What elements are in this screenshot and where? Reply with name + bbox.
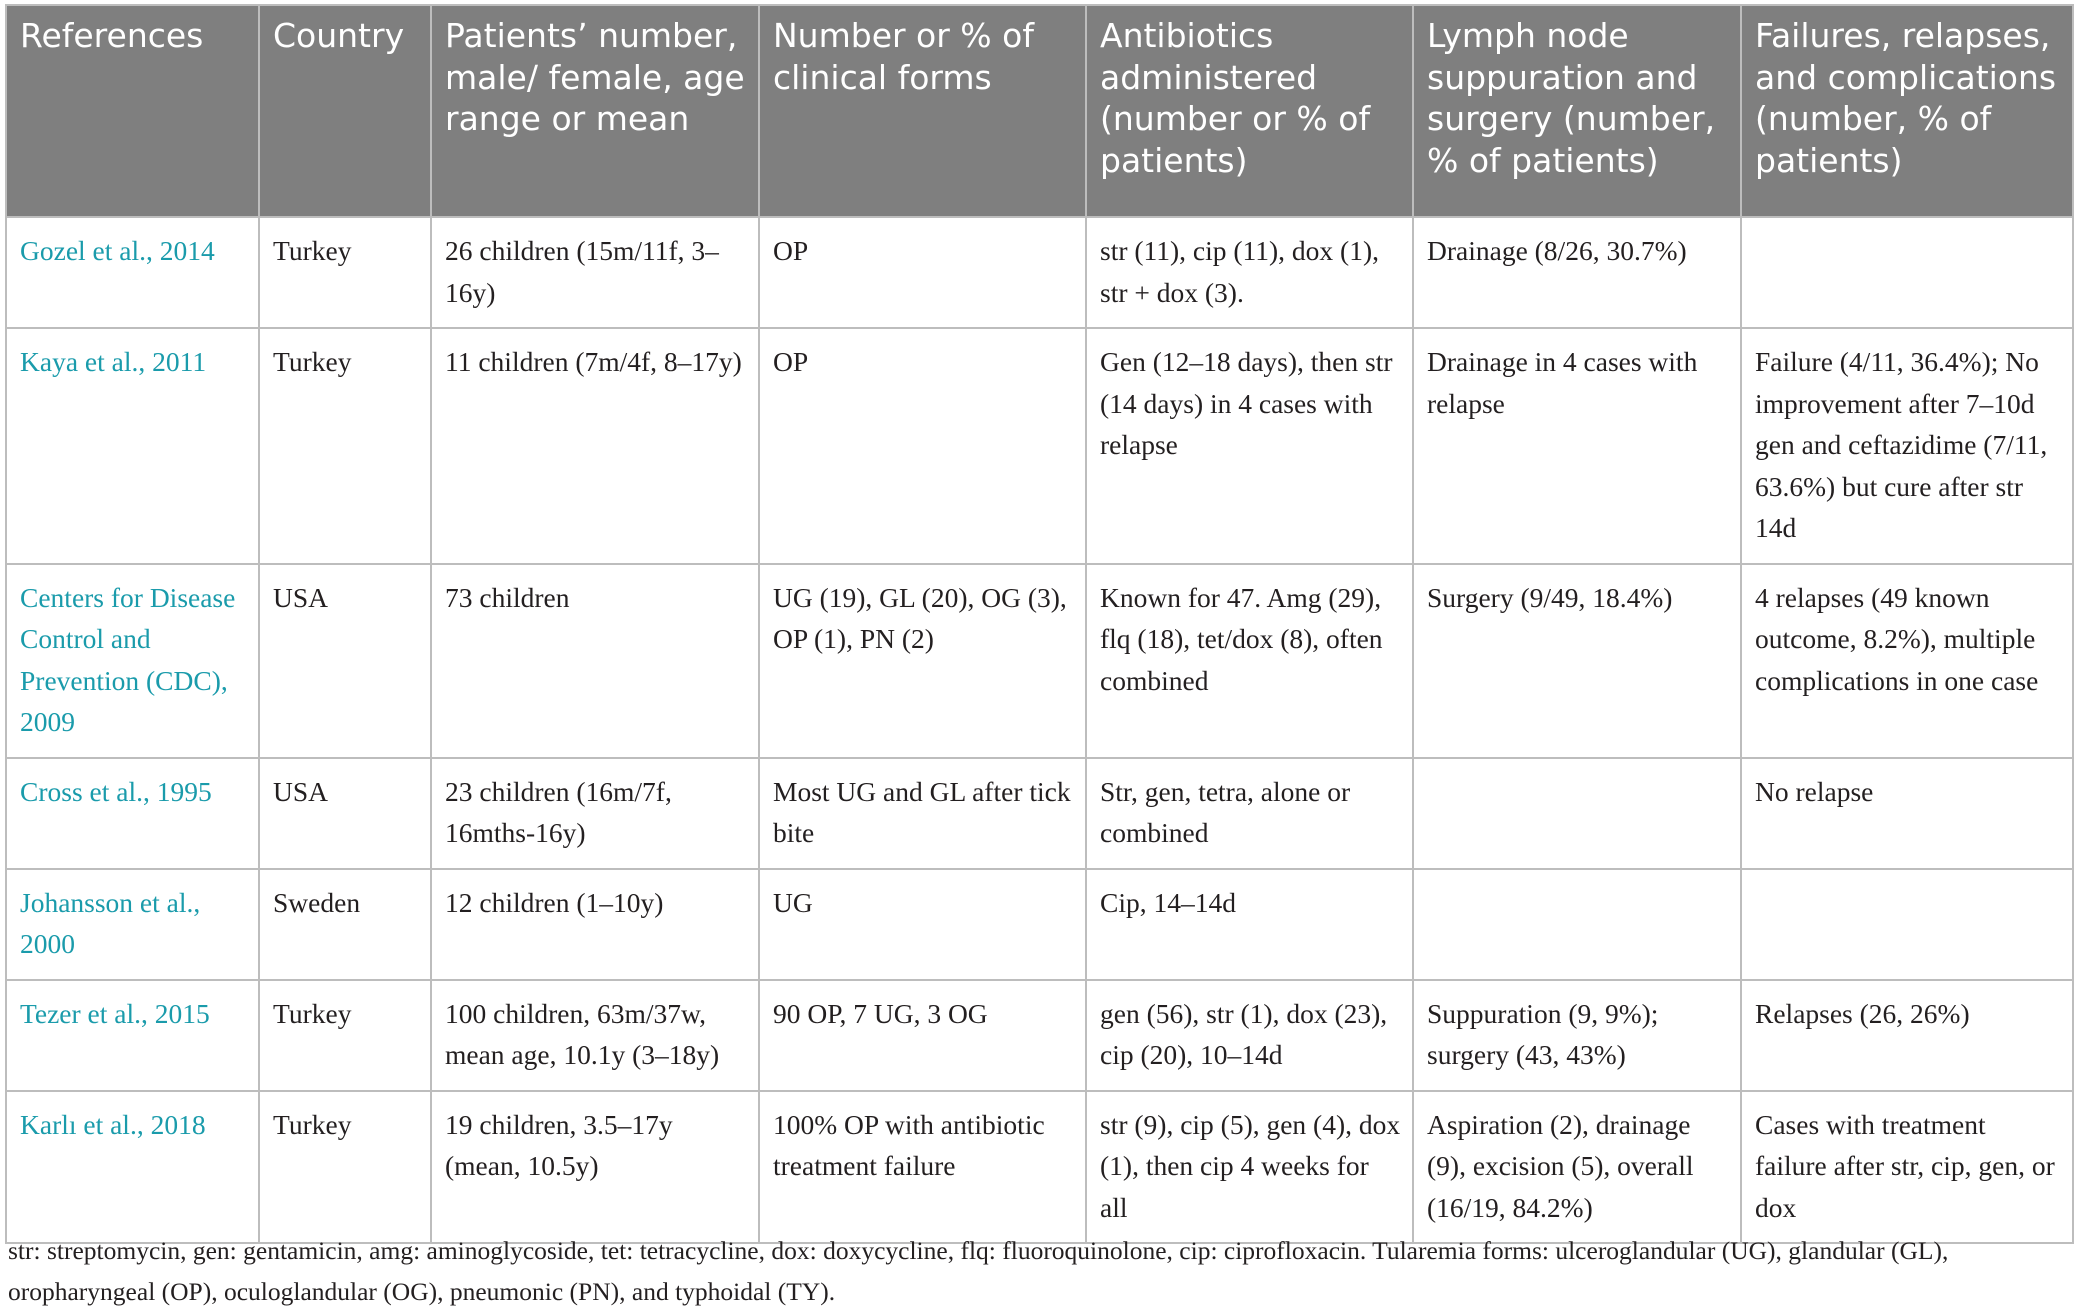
table-row [6, 328, 2073, 564]
cell-antibiotics: Str, gen, tetra, alone or combined [1086, 758, 1413, 869]
cell-forms: OP [759, 217, 1086, 328]
header-references: References [6, 5, 259, 217]
header-failures: Failures, relapses, and complications (number, % of patients) [1741, 5, 2073, 217]
cell-failures: Relapses (26, 26%) [1741, 980, 2073, 1091]
cell-country: Turkey [259, 980, 431, 1091]
cell-country: Turkey [259, 328, 431, 564]
cell-failures: No relapse [1741, 758, 2073, 869]
cell-failures: 4 relapses (49 known outcome, 8.2%), multiple complications in one case [1741, 564, 2073, 758]
cell-forms: UG (19), GL (20), OG (3), OP (1), PN (2) [759, 564, 1086, 758]
cell-lymph: Drainage in 4 cases with relapse [1413, 328, 1741, 564]
table-row [6, 217, 2073, 328]
cell-patients: 73 children [431, 564, 759, 758]
cell-lymph: Drainage (8/26, 30.7%) [1413, 217, 1741, 328]
cell-failures [1741, 869, 2073, 980]
cell-forms: 100% OP with antibiotic treatment failure [759, 1091, 1086, 1244]
cell-failures: Cases with treatment failure after str, cip, gen, or dox [1741, 1091, 2073, 1244]
reference-link[interactable]: Karlı et al., 2018 [6, 1091, 259, 1244]
cell-antibiotics: Known for 47. Amg (29), flq (18), tet/dox (8), often combined [1086, 564, 1413, 758]
cell-patients: 11 children (7m/4f, 8–17y) [431, 328, 759, 564]
cell-lymph [1413, 869, 1741, 980]
header-patients: Patients’ number, male/ female, age range or mean [431, 5, 759, 217]
cell-country: USA [259, 564, 431, 758]
table-row [6, 1091, 2073, 1244]
cell-country: USA [259, 758, 431, 869]
cell-patients: 12 children (1–10y) [431, 869, 759, 980]
cell-patients: 19 children, 3.5–17y (mean, 10.5y) [431, 1091, 759, 1244]
cell-failures: Failure (4/11, 36.4%); No improvement after 7–10d gen and ceftazidime (7/11, 63.6%) but cure after str 14d [1741, 328, 2073, 564]
table-container [5, 4, 2072, 1244]
header-row [6, 5, 2073, 217]
cell-forms: Most UG and GL after tick bite [759, 758, 1086, 869]
cell-antibiotics: str (11), cip (11), dox (1), str + dox (3). [1086, 217, 1413, 328]
header-country: Country [259, 5, 431, 217]
cell-forms: 90 OP, 7 UG, 3 OG [759, 980, 1086, 1091]
reference-link[interactable]: Centers for Disease Control and Prevention (CDC), 2009 [6, 564, 259, 758]
table-row [6, 869, 2073, 980]
cell-antibiotics: str (9), cip (5), gen (4), dox (1), then cip 4 weeks for all [1086, 1091, 1413, 1244]
reference-link[interactable]: Cross et al., 1995 [6, 758, 259, 869]
cell-lymph: Aspiration (2), drainage (9), excision (5), overall (16/19, 84.2%) [1413, 1091, 1741, 1244]
cell-lymph [1413, 758, 1741, 869]
cell-lymph: Surgery (9/49, 18.4%) [1413, 564, 1741, 758]
cell-patients: 100 children, 63m/37w, mean age, 10.1y (3–18y) [431, 980, 759, 1091]
cell-country: Turkey [259, 217, 431, 328]
header-clinical-forms: Number or % of clinical forms [759, 5, 1086, 217]
reference-link[interactable]: Johansson et al., 2000 [6, 869, 259, 980]
table-row [6, 980, 2073, 1091]
cell-patients: 23 children (16m/7f, 16mths-16y) [431, 758, 759, 869]
table-row [6, 758, 2073, 869]
tularemia-pediatric-table [5, 4, 2074, 1244]
reference-link[interactable]: Gozel et al., 2014 [6, 217, 259, 328]
cell-forms: UG [759, 869, 1086, 980]
reference-link[interactable]: Tezer et al., 2015 [6, 980, 259, 1091]
table-row [6, 564, 2073, 758]
table-footnote: str: streptomycin, gen: gentamicin, amg: aminoglycoside, tet: tetracycline, dox: doxycycline, flq: fluoroquinolone, cip: ciprofloxacin. Tularemia forms: ulceroglandular (UG), glandular (GL), oropharyngeal (OP), oculoglandular (OG), pneumonic (PN), and typhoidal (TY). [8, 1236, 1949, 1306]
cell-antibiotics: Gen (12–18 days), then str (14 days) in 4 cases with relapse [1086, 328, 1413, 564]
cell-antibiotics: Cip, 14–14d [1086, 869, 1413, 980]
header-lymph-node: Lymph node suppuration and surgery (number, % of patients) [1413, 5, 1741, 217]
reference-link[interactable]: Kaya et al., 2011 [6, 328, 259, 564]
cell-country: Turkey [259, 1091, 431, 1244]
cell-country: Sweden [259, 869, 431, 980]
header-antibiotics: Antibiotics administered (number or % of patients) [1086, 5, 1413, 217]
cell-patients: 26 children (15m/11f, 3–16y) [431, 217, 759, 328]
cell-forms: OP [759, 328, 1086, 564]
cell-antibiotics: gen (56), str (1), dox (23), cip (20), 10–14d [1086, 980, 1413, 1091]
cell-failures [1741, 217, 2073, 328]
cell-lymph: Suppuration (9, 9%); surgery (43, 43%) [1413, 980, 1741, 1091]
